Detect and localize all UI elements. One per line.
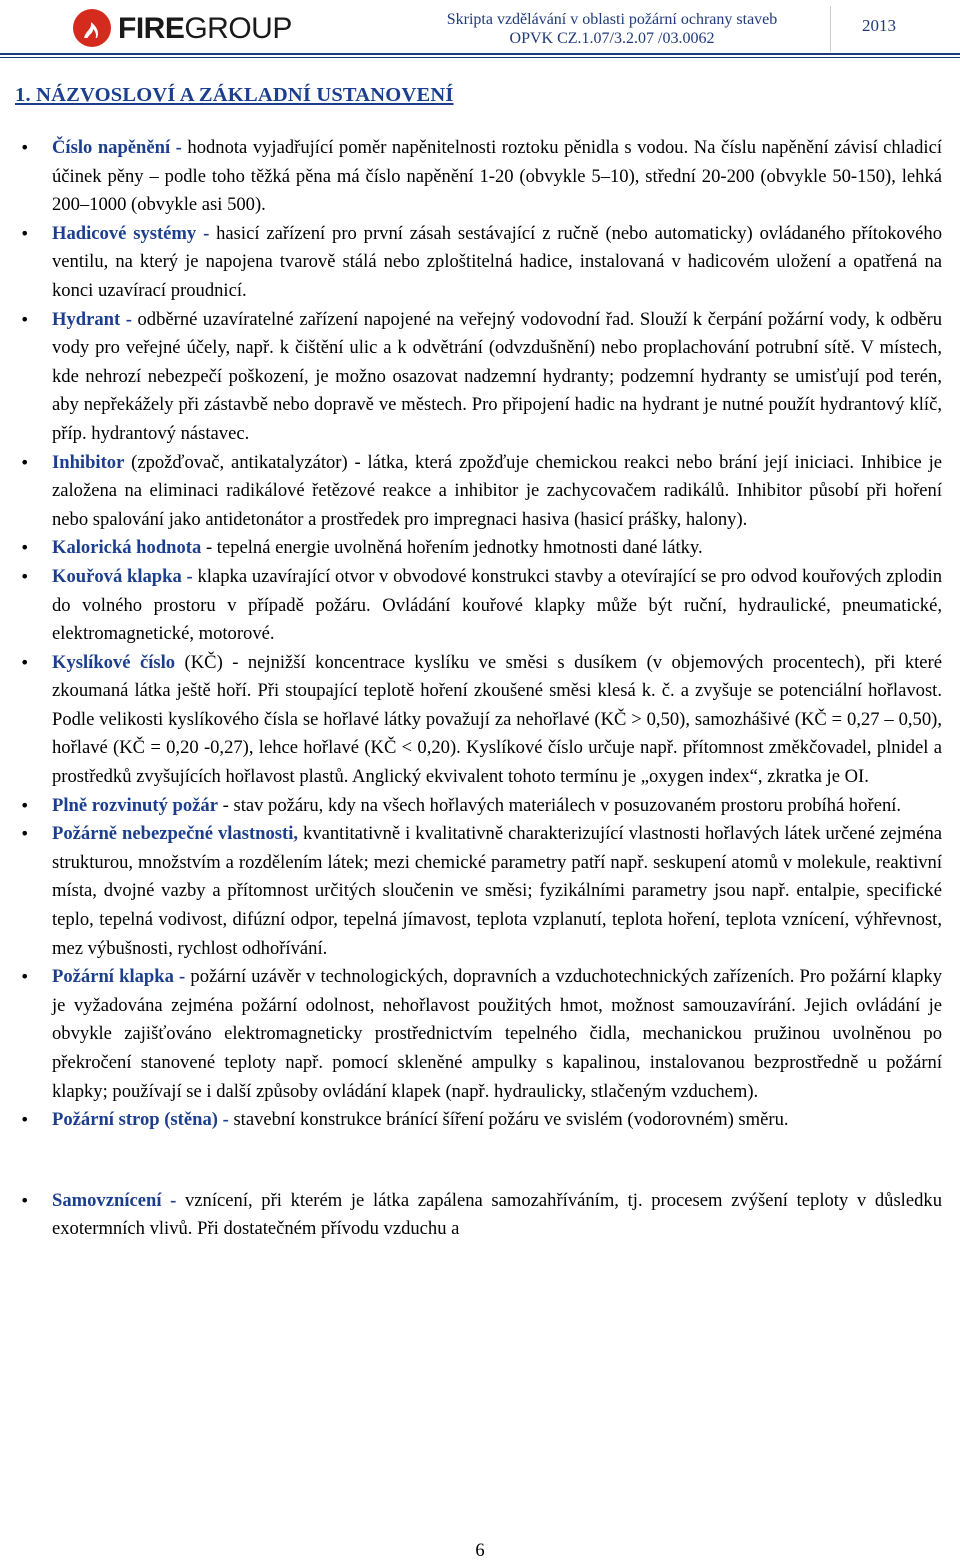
list-item	[52, 563, 942, 649]
definition: kvantitativně i kvalitativně charakterizující vlastnosti hořlavých látek určené zejména strukturou, množstvím a rozdělením látek; mezi chemické parametry patří např. seskupení atomů v molekule, reaktivní místa, dvojné vazby a přítomnost určitých sloučenin ve směsi; fyzikálními parametry jsou např. entalpie, specifické teplo, tepelná vodivost, difúzní odpor, tepelná jímavost, teplota vzplanutí, teplota hoření, teplota vznícení, výhřevnost, mez výbušnosti, rychlost odhořívání.	[52, 823, 943, 959]
flame-icon	[72, 8, 112, 48]
header-rule-thin	[0, 57, 960, 58]
definition: klapka uzavírající otvor v obvodové konstrukci stavby a otevírající se pro odvod kouřových zplodin do volného prostoru v případě požáru. Ovládání kouřové klapky může být ruční, hydraulické, pneumatické, elektromagnetické, motorové.	[52, 565, 943, 645]
list-item	[52, 220, 942, 306]
term: Číslo napěnění -	[52, 137, 182, 158]
term: Plně rozvinutý požár	[52, 794, 218, 816]
list-item	[52, 963, 942, 1106]
logo-fire: FIRE	[118, 12, 185, 45]
logo-group: GROUP	[184, 12, 292, 45]
page-header	[0, 0, 960, 52]
list-item	[52, 534, 942, 563]
definition: hodnota vyjadřující poměr napěnitelnosti roztoku pěnidla s vodou. Na číslu napěnění závisí chladicí účinek pěny – podle toho těžká pěna má číslo napěnění 1-20 (obvykle 5–10), střední 20-200 (obvykle 50-150), lehká 200–1000 (obvykle asi 500).	[52, 137, 942, 216]
header-separator	[830, 6, 831, 52]
header-title-line2: OPVK CZ.1.07/3.2.07 /03.0062	[509, 30, 715, 47]
list-item	[52, 820, 942, 963]
list-item	[52, 449, 942, 535]
term: Samovznícení -	[52, 1189, 177, 1211]
definition: - tepelná energie uvolněná hořením jednotky hmotnosti dané látky.	[201, 537, 703, 559]
header-title	[402, 10, 822, 48]
term: Kouřová klapka -	[52, 565, 193, 587]
list-item	[52, 792, 942, 821]
definition: - stav požáru, kdy na všech hořlavých materiálech v posuzovaném prostoru probíhá hoření.	[217, 794, 902, 816]
spacer	[0, 1135, 960, 1187]
list-item	[52, 649, 942, 792]
definition: hasicí zařízení pro první zásah sestávající z ručně (nebo automaticky) ovládaného přítokového ventilu, na který je napojena tvarově stálá nebo zploštitelná hadice, instalovaná v hadicovém uložení a opatřená na konci uzavírací proudnicí.	[52, 222, 942, 301]
term: Kalorická hodnota	[52, 537, 202, 559]
term: Inhibitor	[52, 451, 125, 473]
section-title: 1. NÁZVOSLOVÍ A ZÁKLADNÍ USTANOVENÍ	[15, 84, 454, 106]
definitions-list	[0, 134, 960, 1244]
term: Kyslíkové číslo	[52, 651, 176, 673]
term: Hadicové systémy -	[52, 222, 210, 244]
definition: stavební konstrukce bránící šíření požáru ve svislém (vodorovném) směru.	[228, 1109, 789, 1131]
logo-wordmark	[118, 12, 292, 46]
list-item	[52, 1106, 942, 1135]
page-number: 6	[475, 1540, 485, 1561]
list-item	[52, 1187, 942, 1244]
definition: vznícení, při kterém je látka zapálena samozahříváním, tj. procesem zvýšení teploty v důsledku exotermních vlivů. Při dostatečném přívodu vzduchu a	[52, 1189, 942, 1240]
term: Požární strop (stěna) -	[52, 1109, 229, 1131]
list-item	[52, 306, 942, 449]
header-rule	[0, 53, 960, 55]
term: Požární klapka -	[52, 966, 186, 988]
definition: (zpožďovač, antikatalyzátor) - látka, která zpožďuje chemickou reakci nebo brání její iniciaci. Inhibice je založena na eliminaci radikálové řetězové reakce a inhibitor je zachycovačem radikálů. Inhibitor působí při hoření nebo spalování jako antidetonátor a prostředek pro impregnaci hasiva (hasicí prášky, halony).	[52, 451, 942, 530]
term: Požárně nebezpečné vlastnosti,	[52, 823, 299, 845]
term: Hydrant -	[52, 308, 132, 330]
definition: (KČ) - nejnižší koncentrace kyslíku ve směsi s dusíkem (v objemových procentech), při které zkoumaná látka ještě hoří. Při stoupající teplotě hoření zkoušené směsi klesá k. č. a zvyšuje se potenciální hořlavost. Podle velikosti kyslíkového čísla se hořlavé látky považují za nehořlavé (KČ > 0,50), samozhášivé (KČ = 0,27 – 0,50), hořlavé (KČ = 0,20 -0,27), lehce hořlavé (KČ < 0,20). Kyslíkové číslo určuje např. přítomnost změkčovadel, plnidel a prostředků zvyšujících hořlavost plastů. Anglický ekvivalent tohoto termínu je „oxygen index“, zkratka je OI.	[52, 651, 942, 788]
list-item	[52, 134, 942, 220]
header-year: 2013	[862, 16, 896, 35]
definition: odběrné uzavíratelné zařízení napojené na veřejný vodovodní řad. Slouží k čerpání požární vody, k odběru vody pro veřejné účely, např. k čištění ulic a k odvětrání (odvzdušnění) nebo proplachování potrubní sítě. V místech, kde nehrozí nebezpečí poškození, je možno osazovat nadzemní hydranty; podzemní hydranty se umisťují pod terén, aby nepřekážely při zástavbě nebo dopravě ve městech. Pro připojení hadic na hydrant je nutné použít hydrantový klíč, příp. hydrantový nástavec.	[52, 308, 942, 444]
firegroup-logo	[72, 8, 302, 48]
definition: požární uzávěr v technologických, dopravních a vzduchotechnických zařízeních. Pro požární klapky je vyžadována zejména požární odolnost, nehořlavost použitých hmot, možnost samouzavírání. Jejich ovládání je obvykle zajišťováno elektromagneticky prostřednictvím tepelného čidla, mechanickou pružinou uvolněnou po překročení stanovené teploty např. pomocí skleněné ampulky s kapalinou, instalovanou bezprostředně u požární klapky; používají se i další způsoby ovládání klapek (např. hydraulicky, stlačeným vzduchem).	[52, 966, 942, 1102]
header-title-line1: Skripta vzdělávání v oblasti požární ochrany staveb	[446, 11, 778, 28]
